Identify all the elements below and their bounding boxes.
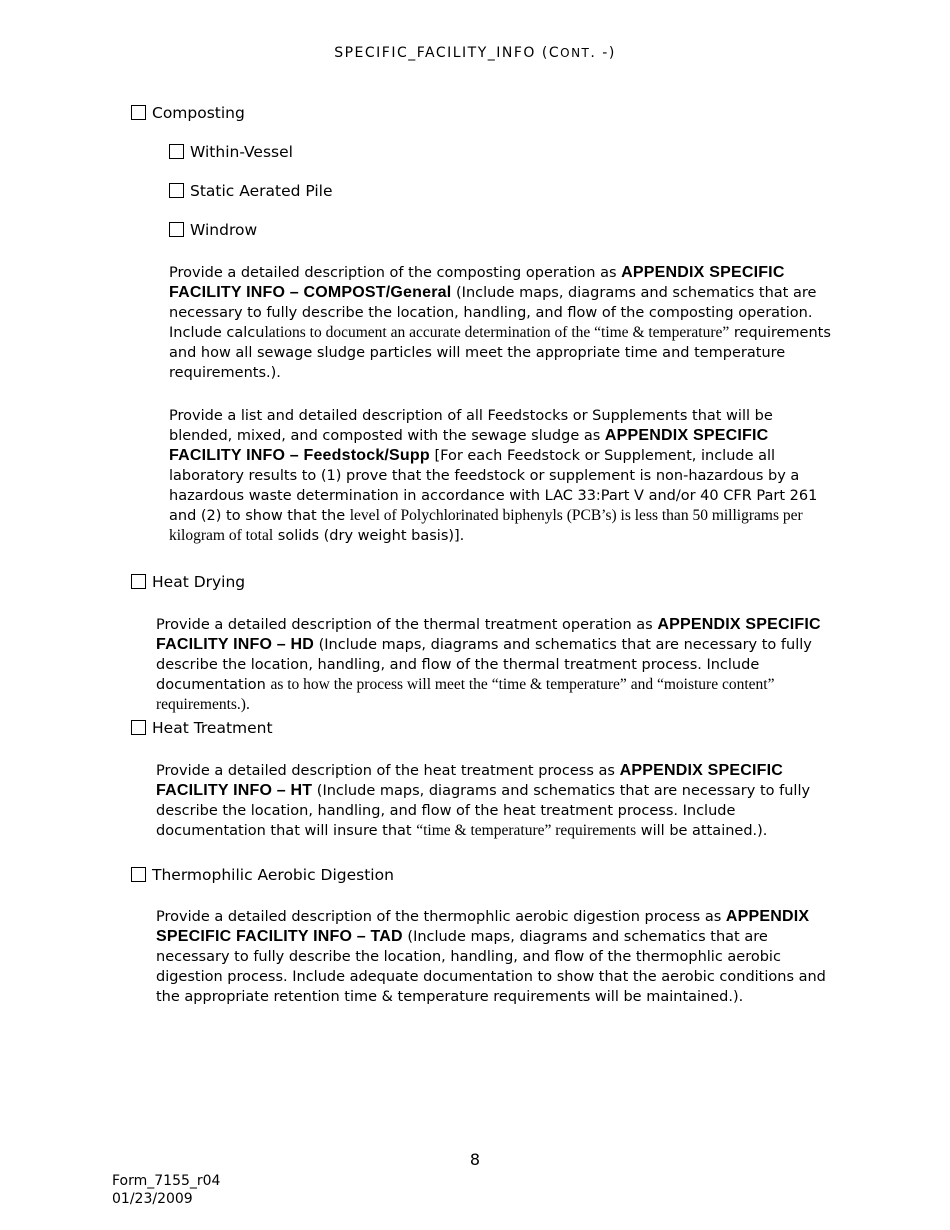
tad-appendix-title: APPENDIX SPECIFIC FACILITY INFO – TAD — [156, 908, 810, 945]
page-number: 8 — [469, 1150, 481, 1169]
composting-desc-text: Provide a detailed description of the composting operation as — [169, 265, 622, 281]
heat-treatment-desc-text-2: (Include maps, diagrams and schematics that are necessary to fully describe the location, handling, and flow of the heat treatment process. Include documentation that will insure that — [156, 783, 811, 839]
within-vessel-label: Within-Vessel — [190, 143, 293, 161]
composting-option[interactable] — [131, 103, 245, 123]
within-vessel-checkbox[interactable] — [169, 144, 184, 159]
feedstock-desc-text-3: solids (dry weight basis)]. — [273, 528, 465, 544]
heat-drying-desc-serif: as to how the process will meet the “time & temperature” and “moisture content” requirements.). — [156, 676, 775, 713]
composting-appendix-title: APPENDIX SPECIFIC FACILITY INFO – COMPOST/General — [169, 264, 785, 301]
form-date: 01/23/2009 — [112, 1191, 193, 1207]
heat-treatment-desc-text: Provide a detailed description of the heat treatment process as — [156, 763, 620, 779]
heat-treatment-desc-text-3: will be attained.). — [636, 823, 768, 839]
heat-drying-appendix-title: APPENDIX SPECIFIC FACILITY INFO – HD — [156, 616, 821, 653]
heat-drying-checkbox[interactable] — [131, 574, 146, 589]
tad-desc-text-2: (Include maps, diagrams and schematics that are necessary to fully describe the location, handling, and flow of the thermophlic aerobic digestion process. Include adequate documentation to show that the aerobic conditions and the appropriate retention time & temperature requirements will be maintained.). — [156, 929, 826, 1005]
static-aerated-pile-label: Static Aerated Pile — [190, 182, 333, 200]
windrow-label: Windrow — [190, 221, 258, 239]
form-footer — [112, 1172, 220, 1208]
heat-drying-option[interactable] — [131, 572, 245, 592]
composting-desc-serif: lations to document an accurate determination of the “time & temperature” — [264, 324, 730, 341]
heat-treatment-option[interactable] — [131, 718, 273, 738]
heat-drying-description — [156, 615, 838, 715]
heat-treatment-description — [156, 761, 838, 841]
windrow-option[interactable] — [169, 220, 257, 240]
windrow-checkbox[interactable] — [169, 222, 184, 237]
header-title: SPECIFIC_FACILITY_INFO — [334, 45, 536, 61]
heat-treatment-desc-serif: “time & temperature” requirements — [416, 822, 637, 839]
feedstock-desc-serif: level of Polychlorinated biphenyls (PCB’s) is less than 50 milligrams per kilogram of total — [169, 507, 803, 544]
composting-desc-text-2: (Include maps, diagrams and schematics that are necessary to fully describe the location, handling, and flow of the composting operation. Include calcu — [169, 285, 817, 341]
composting-desc-text-3: requirements and how all sewage sludge particles will meet the appropriate time and temperature requirements.). — [169, 325, 831, 381]
static-aerated-pile-option[interactable] — [169, 181, 333, 201]
form-id: Form_7155_r04 — [112, 1173, 221, 1189]
tad-description — [156, 907, 838, 1007]
heat-drying-desc-text-2: (Include maps, diagrams and schematics that are necessary to fully describe the location, handling, and flow of the thermal treatment process. Include documentation — [156, 637, 812, 693]
heat-treatment-appendix-title: APPENDIX SPECIFIC FACILITY INFO – HT — [156, 762, 784, 799]
heat-treatment-label: Heat Treatment — [152, 719, 273, 737]
feedstock-desc-text: Provide a list and detailed description of all Feedstocks or Supplements that will be blended, mixed, and composted with the sewage sludge as — [169, 408, 773, 444]
heat-drying-desc-text: Provide a detailed description of the thermal treatment operation as — [156, 617, 658, 633]
page-header — [0, 45, 950, 61]
heat-drying-label: Heat Drying — [152, 573, 246, 591]
header-suffix-small: ONT — [560, 46, 591, 60]
within-vessel-option[interactable] — [169, 142, 293, 162]
tad-desc-text: Provide a detailed description of the thermophlic aerobic digestion process as — [156, 909, 726, 925]
tad-checkbox[interactable] — [131, 867, 146, 882]
header-suffix-open: (C — [535, 45, 561, 61]
heat-treatment-checkbox[interactable] — [131, 720, 146, 735]
composting-label: Composting — [152, 104, 245, 122]
composting-checkbox[interactable] — [131, 105, 146, 120]
tad-option[interactable] — [131, 865, 394, 885]
static-aerated-pile-checkbox[interactable] — [169, 183, 184, 198]
header-suffix-close: . -) — [590, 45, 616, 61]
feedstock-description — [169, 406, 839, 546]
feedstock-appendix-title: APPENDIX SPECIFIC FACILITY INFO – Feedstock/Supp — [169, 427, 769, 464]
feedstock-desc-text-2: [For each Feedstock or Supplement, include all laboratory results to (1) prove that the feedstock or supplement is non-hazardous by a hazardous waste determination in accordance with LAC 33:Part V and/or 40 CFR Part 261 and (2) to show that the — [169, 448, 818, 524]
tad-label: Thermophilic Aerobic Digestion — [152, 866, 394, 884]
composting-description — [169, 263, 839, 383]
